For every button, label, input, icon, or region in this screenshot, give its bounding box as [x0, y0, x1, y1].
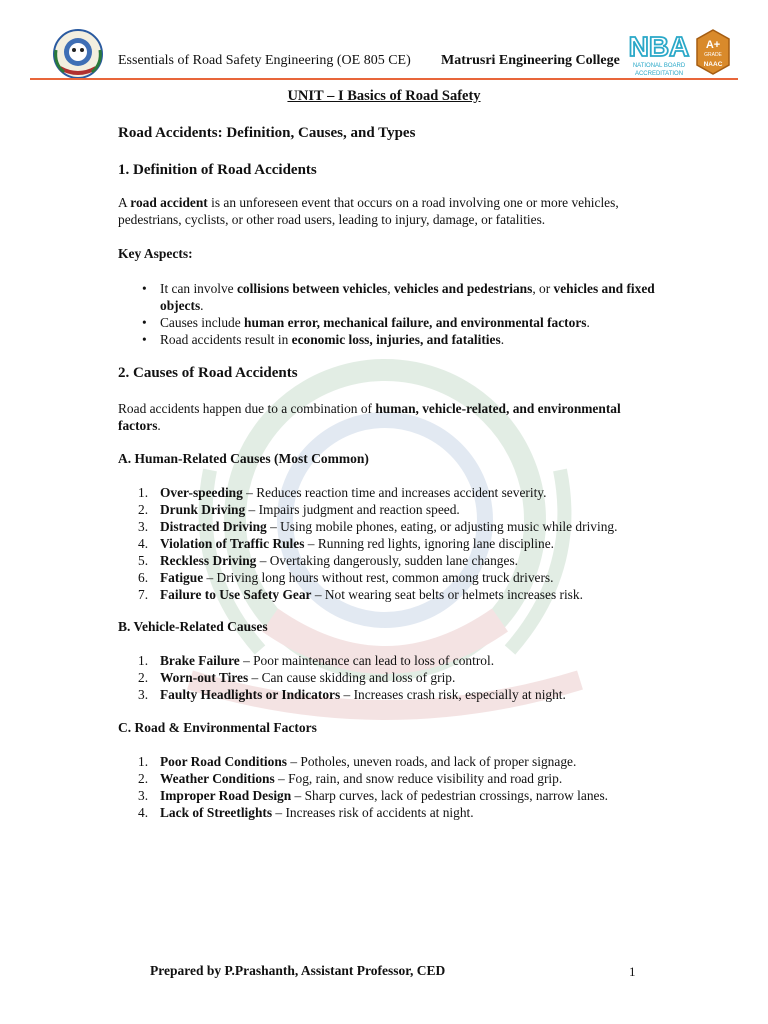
- svg-text:ACCREDITATION: ACCREDITATION: [634, 71, 684, 77]
- unit-title: UNIT – I Basics of Road Safety: [287, 88, 481, 104]
- list-item: 1. Brake Failure – Poor maintenance can lead to loss of control.: [138, 653, 495, 668]
- section2-heading: 2. Causes of Road Accidents: [118, 365, 298, 381]
- nba-accreditation-logo: [628, 26, 690, 78]
- svg-text:NAAC: NAAC: [703, 61, 723, 68]
- list-item: 4. Lack of Streetlights – Increases risk of accidents at night.: [138, 805, 474, 820]
- causes-intro-paragraph: Road accidents happen due to a combination of human, vehicle-related, and environmental factors.: [118, 401, 621, 433]
- college-name: Matrusri Engineering College: [441, 53, 620, 68]
- list-item: 3. Faulty Headlights or Indicators – Increases crash risk, especially at night.: [138, 687, 566, 702]
- list-item: 2. Worn-out Tires – Can cause skidding and loss of grip.: [138, 670, 456, 685]
- college-emblem-icon: [50, 28, 106, 84]
- section1-heading: 1. Definition of Road Accidents: [118, 162, 317, 178]
- list-item: • Road accidents result in economic loss, injuries, and fatalities.: [118, 331, 658, 348]
- road-environment-heading: C. Road & Environmental Factors: [118, 720, 317, 735]
- key-aspects-list: [118, 280, 658, 348]
- list-item: 1. Over-speeding – Reduces reaction time and increases accident severity.: [138, 485, 547, 500]
- key-aspects-label: Key Aspects:: [118, 246, 193, 261]
- list-item: 7. Failure to Use Safety Gear – Not wearing seat belts or helmets increases risk.: [138, 587, 583, 602]
- prepared-by-footer: Prepared by P.Prashanth, Assistant Professor, CED: [150, 963, 446, 978]
- naac-grade-badge: [694, 28, 732, 76]
- list-item: 4. Violation of Traffic Rules – Running red lights, ignoring lane discipline.: [138, 536, 554, 551]
- list-item: 3. Improper Road Design – Sharp curves, lack of pedestrian crossings, narrow lanes.: [138, 788, 609, 803]
- definition-paragraph: A road accident is an unforeseen event that occurs on a road involving one or more vehicles, pedestrians, cyclists, or other road users, leading to injury, damage, or fatalities.: [118, 195, 619, 227]
- list-item: 1. Poor Road Conditions – Potholes, uneven roads, and lack of proper signage.: [138, 754, 577, 769]
- list-item: • Causes include human error, mechanical failure, and environmental factors.: [118, 314, 658, 331]
- svg-text:A+: A+: [705, 39, 721, 51]
- header-divider: [30, 78, 738, 80]
- list-item: 2. Weather Conditions – Fog, rain, and snow reduce visibility and road grip.: [138, 771, 563, 786]
- svg-text:NBA: NBA: [628, 31, 690, 62]
- page-number: 1: [629, 964, 636, 979]
- road-environment-list: [118, 753, 678, 821]
- vehicle-causes-list: [118, 652, 678, 703]
- course-title: Essentials of Road Safety Engineering (OE 805 CE): [118, 53, 411, 68]
- human-causes-list: [118, 484, 678, 603]
- human-causes-heading: A. Human-Related Causes (Most Common): [118, 451, 369, 466]
- list-item: 3. Distracted Driving – Using mobile phones, eating, or adjusting music while driving.: [138, 519, 618, 534]
- list-item: 5. Reckless Driving – Overtaking dangerously, sudden lane changes.: [138, 553, 519, 568]
- list-item: 2. Drunk Driving – Impairs judgment and reaction speed.: [138, 502, 460, 517]
- vehicle-causes-heading: B. Vehicle-Related Causes: [118, 619, 268, 634]
- svg-text:NATIONAL BOARD: NATIONAL BOARD: [632, 63, 686, 69]
- topic-heading: Road Accidents: Definition, Causes, and Types: [118, 125, 416, 141]
- svg-text:GRADE: GRADE: [704, 52, 722, 58]
- list-item: 6. Fatigue – Driving long hours without rest, common among truck drivers.: [138, 570, 554, 585]
- list-item: • It can involve collisions between vehicles, vehicles and pedestrians, or vehicles and fixed objects.: [118, 280, 658, 314]
